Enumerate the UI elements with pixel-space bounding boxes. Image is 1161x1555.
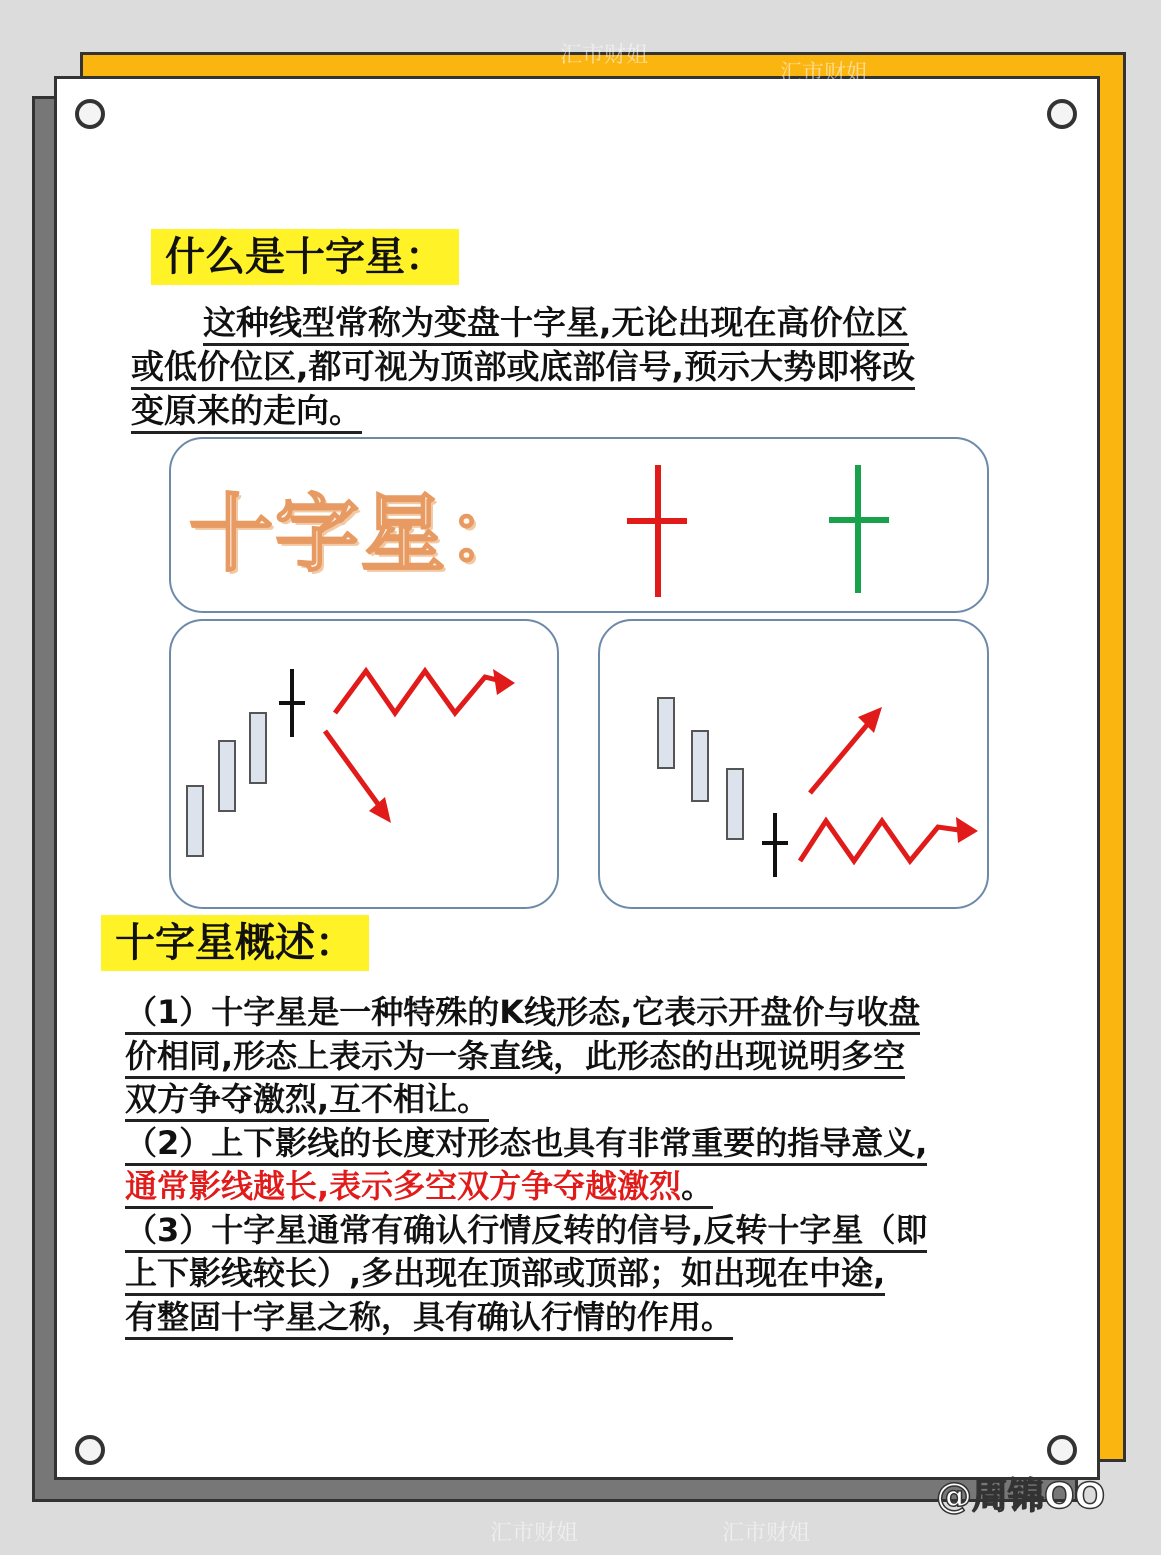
top-reversal-illustration bbox=[171, 621, 561, 911]
watermark: 汇市财姐 bbox=[490, 1521, 579, 1546]
doji-panel-label: 十字星： bbox=[189, 485, 534, 583]
green-doji-icon bbox=[825, 461, 895, 601]
item1-line-3: 双方争夺激烈,互不相让。 bbox=[125, 1078, 927, 1122]
screw-top-right-icon bbox=[1047, 99, 1077, 129]
watermark: 汇市财姐 bbox=[560, 43, 649, 68]
rising-candle-3 bbox=[250, 713, 266, 783]
bottom-reversal-diagram bbox=[598, 619, 989, 909]
item3-line-2: 上下影线较长）,多出现在顶部或顶部；如出现在中途, bbox=[125, 1252, 927, 1296]
screw-top-left-icon bbox=[75, 99, 105, 129]
bottom-reversal-illustration bbox=[600, 621, 991, 911]
item3-line-1: （3）十字星通常有确认行情反转的信号,反转十字星（即 bbox=[125, 1209, 927, 1253]
item2-line-1: （2）上下影线的长度对形态也具有非常重要的指导意义, bbox=[125, 1122, 927, 1166]
item2-highlight: 通常影线越长,表示多空双方争夺越激烈 bbox=[125, 1167, 682, 1205]
item1-line-2: 价相同,形态上表示为一条直线，此形态的出现说明多空 bbox=[125, 1035, 927, 1079]
section2-heading: 十字星概述： bbox=[101, 915, 369, 971]
doji-definition-panel bbox=[169, 437, 989, 613]
watermark: 汇市财姐 bbox=[780, 61, 869, 86]
rising-candle-2 bbox=[219, 741, 235, 811]
section1-line-1: 这种线型常称为变盘十字星,无论出现在高价位区 bbox=[131, 301, 915, 345]
screw-bottom-left-icon bbox=[75, 1435, 105, 1465]
author-credit: @周锦OO bbox=[936, 1476, 1106, 1517]
screw-bottom-right-icon bbox=[1047, 1435, 1077, 1465]
section2-paragraph bbox=[125, 991, 927, 1339]
falling-candle-3 bbox=[727, 769, 743, 839]
falling-candle-1 bbox=[658, 698, 674, 768]
rising-candle-1 bbox=[187, 786, 203, 856]
section1-paragraph bbox=[131, 301, 915, 433]
top-reversal-diagram bbox=[169, 619, 559, 909]
section1-heading: 什么是十字星： bbox=[151, 229, 459, 285]
red-doji-icon bbox=[621, 461, 691, 601]
poster-card bbox=[54, 76, 1100, 1480]
watermark: 汇市财姐 bbox=[722, 1521, 811, 1546]
item3-line-3: 有整固十字星之称，具有确认行情的作用。 bbox=[125, 1296, 927, 1340]
item2-line-2: 通常影线越长,表示多空双方争夺越激烈。 bbox=[125, 1165, 927, 1209]
falling-candle-2 bbox=[692, 731, 708, 801]
section1-line-3: 变原来的走向。 bbox=[131, 389, 915, 433]
section1-line-2: 或低价位区,都可视为顶部或底部信号,预示大势即将改 bbox=[131, 345, 915, 389]
item1-line-1: （1）十字星是一种特殊的K线形态,它表示开盘价与收盘 bbox=[125, 991, 927, 1035]
